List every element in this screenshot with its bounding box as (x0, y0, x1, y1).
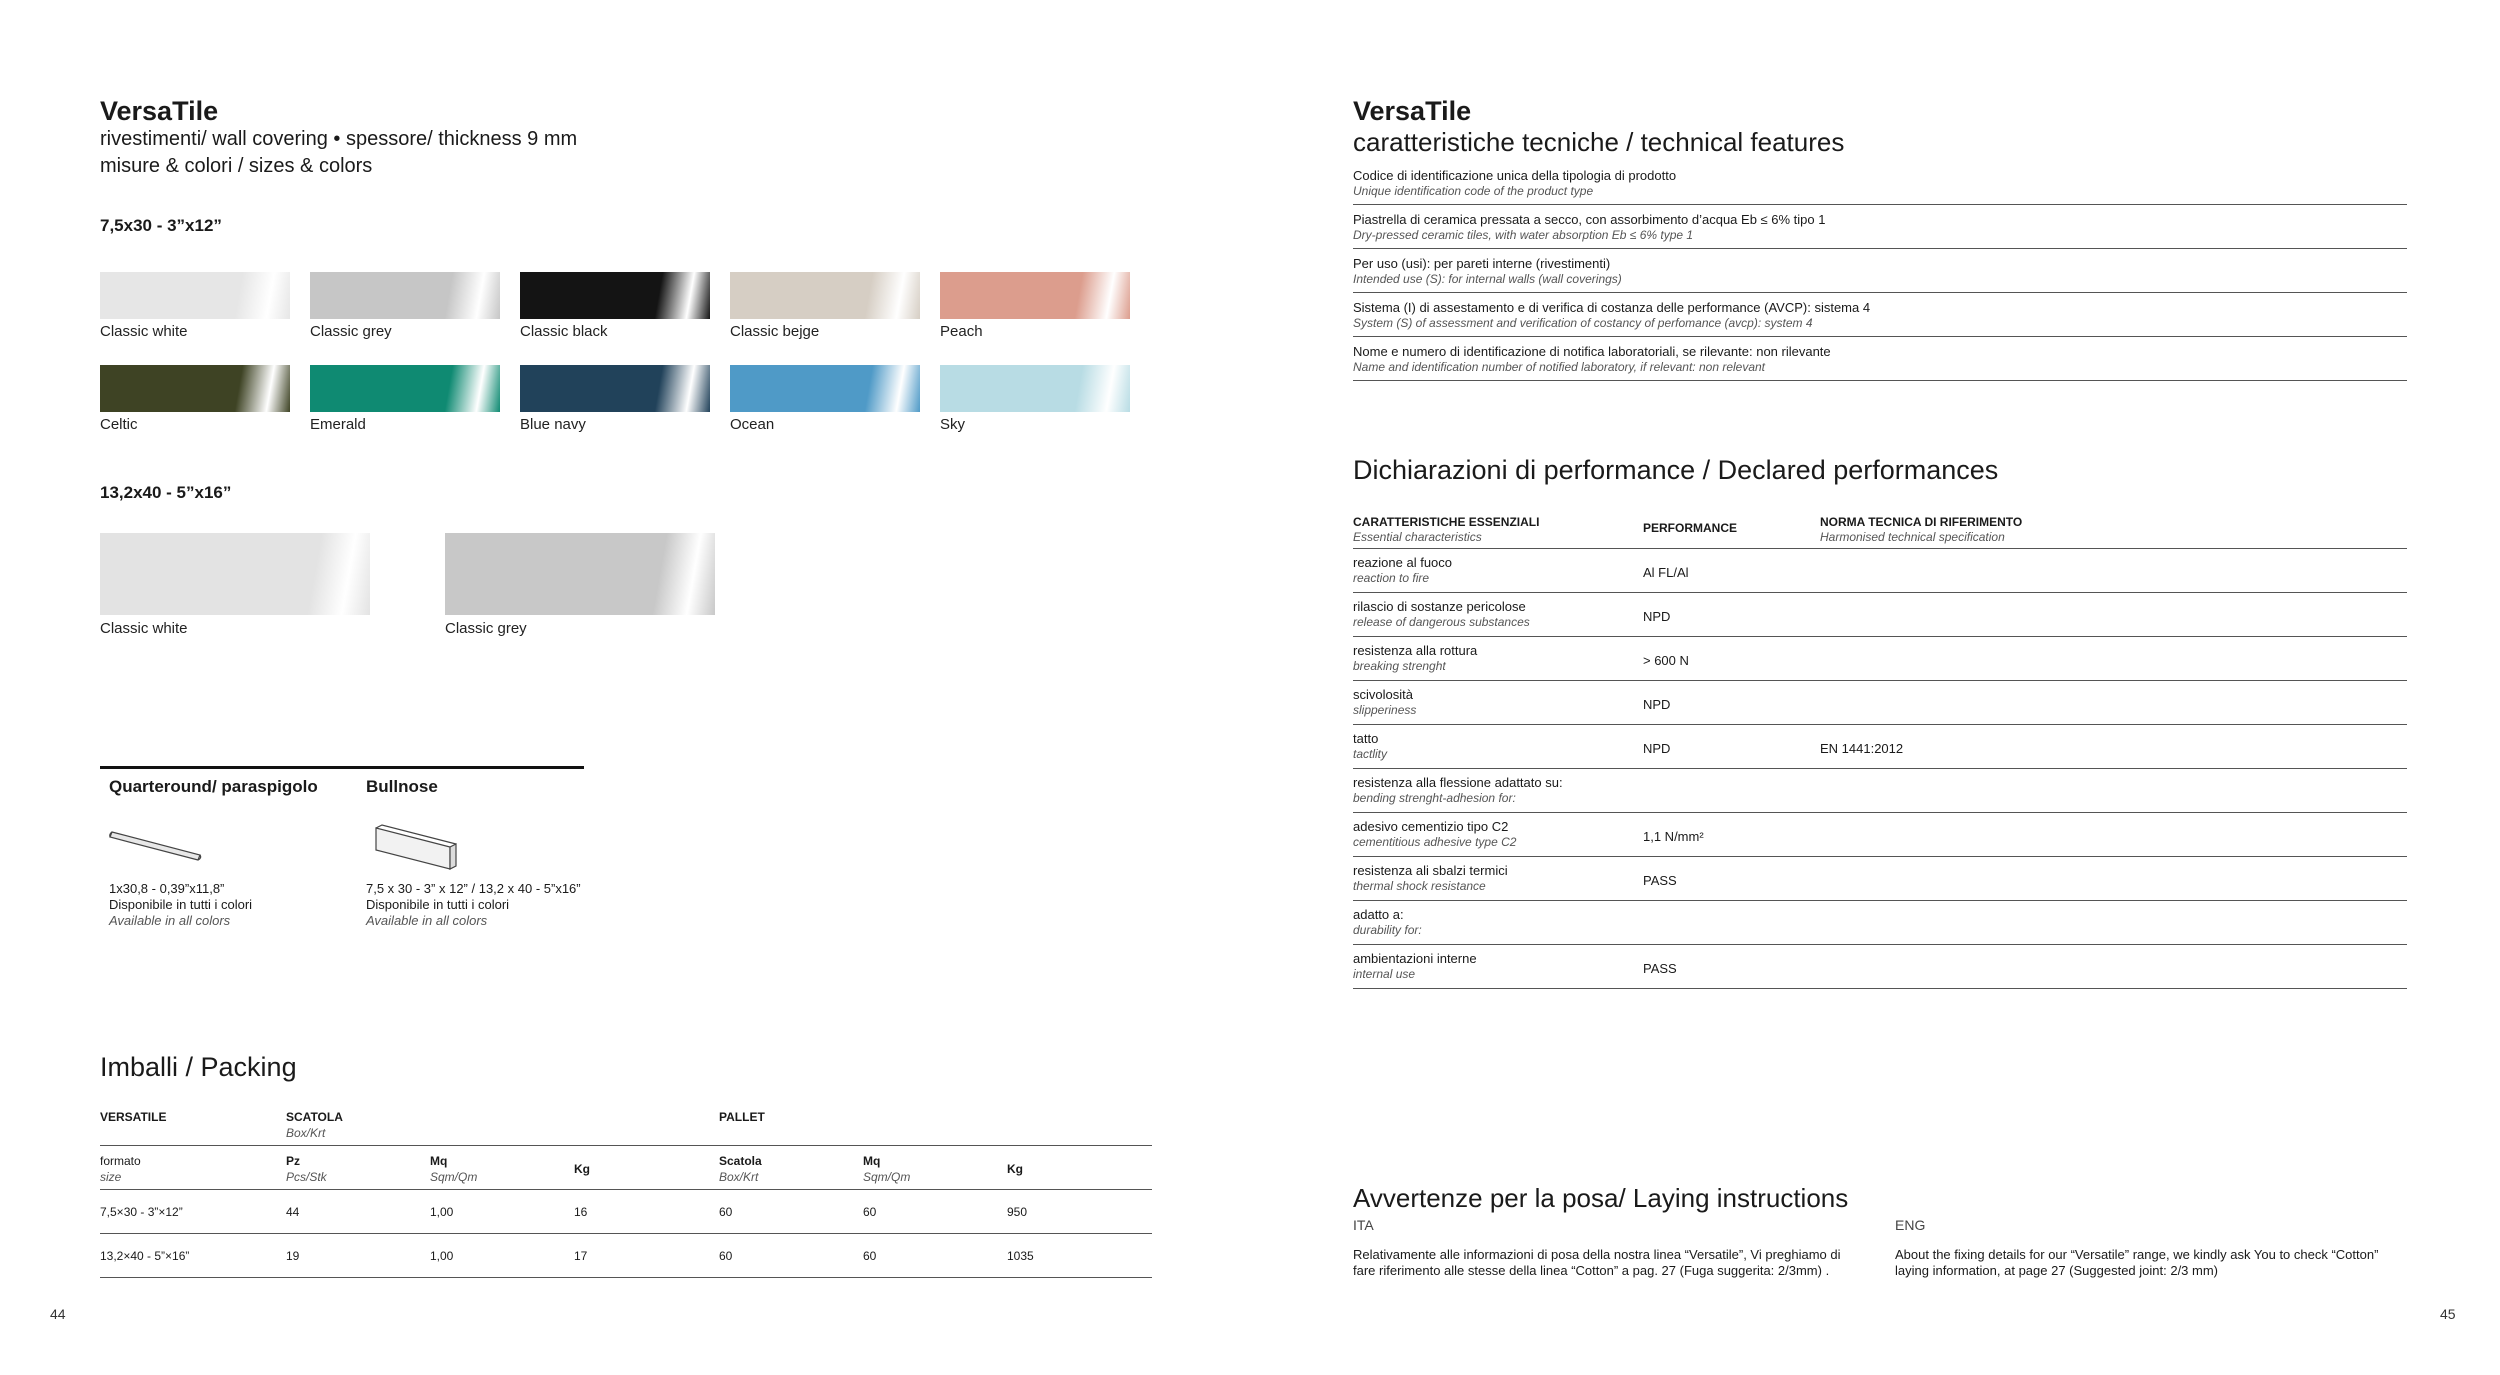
performance-row (1353, 857, 2407, 901)
perf-characteristic-it: reazione al fuoco (1353, 555, 1453, 570)
quarteround-icon (108, 826, 204, 864)
perf-value: > 600 N (1643, 653, 1689, 668)
performance-row (1353, 901, 2407, 945)
packing-cell: 60 (719, 1205, 733, 1219)
feature-it: Per uso (usi): per pareti interne (rivestimenti) (1353, 256, 1611, 271)
swatch-large-classic-white (100, 533, 370, 615)
laying-eng-line-1: About the fixing details for our “Versatile” range, we kindly ask You to check “Cotton” (1895, 1247, 2379, 1262)
performance-row (1353, 813, 2407, 857)
feature-it: Codice di identificazione unica della tipologia di prodotto (1353, 168, 1677, 183)
perf-characteristic-it: rilascio di sostanze pericolose (1353, 599, 1526, 614)
packing-col-label: Mq (430, 1154, 448, 1168)
laying-ita-label: ITA (1353, 1217, 1374, 1233)
performance-row (1353, 769, 2407, 813)
swatch-label: Emerald (310, 416, 366, 433)
bullnose-avail-en: Available in all colors (366, 913, 488, 928)
packing-col-label: Pz (286, 1154, 301, 1168)
perf-characteristic (1353, 907, 1633, 938)
swatch-label: Classic white (100, 323, 188, 340)
perf-characteristic (1353, 555, 1633, 586)
perf-characteristic (1353, 599, 1633, 630)
perf-characteristic (1353, 951, 1633, 982)
swatch-label: Blue navy (520, 416, 586, 433)
swatch-label: Ocean (730, 416, 775, 433)
packing-col-sublabel: size (100, 1170, 122, 1184)
size-label-7-5x30: 7,5x30 - 3”x12” (100, 216, 222, 235)
swatch-label: Classic bejge (730, 323, 820, 340)
packing-cell: 60 (719, 1249, 733, 1263)
perf-header-performance: PERFORMANCE (1643, 521, 1738, 535)
packing-col-header (430, 1153, 477, 1185)
packing-col-label: Mq (863, 1154, 881, 1168)
packing-col-sublabel: Sqm/Qm (863, 1170, 911, 1184)
perf-norm: EN 1441:2012 (1820, 741, 1904, 756)
perf-characteristic-it: adatto a: (1353, 907, 1404, 922)
packing-cell: 1035 (1007, 1249, 1034, 1263)
swatch-classic-white (100, 272, 290, 319)
swatch-label: Peach (940, 323, 983, 340)
packing-col-header (100, 1153, 141, 1185)
feature-row (1353, 298, 2407, 337)
packing-rule-1 (100, 1145, 1152, 1146)
packing-group-scatola-en: Box/Krt (286, 1126, 326, 1140)
laying-eng-label: ENG (1895, 1217, 1926, 1233)
packing-cell: 1,00 (430, 1249, 454, 1263)
feature-en: Name and identification number of notified laboratory, if relevant: non relevant (1353, 360, 1766, 374)
size-label-13-2x40: 13,2x40 - 5”x16” (100, 483, 232, 502)
packing-row-rule (100, 1277, 1152, 1278)
perf-value: PASS (1643, 961, 1677, 976)
packing-col-label: Kg (574, 1162, 590, 1176)
quarteround-title: Quarteround/ paraspigolo (109, 777, 318, 796)
packing-col-header (1007, 1161, 1023, 1177)
perf-value: NPD (1643, 609, 1671, 624)
swatch-sky (940, 365, 1130, 412)
perf-characteristic (1353, 863, 1633, 894)
packing-cell: 1,00 (430, 1205, 454, 1219)
packing-col-sublabel: Pcs/Stk (286, 1170, 327, 1184)
bullnose-avail-it: Disponibile in tutti i colori (366, 897, 510, 912)
brand-title: VersaTile (100, 96, 219, 126)
swatch-classic-bejge (730, 272, 920, 319)
swatch-ocean (730, 365, 920, 412)
performance-row (1353, 725, 2407, 769)
performance-row (1353, 681, 2407, 725)
tech-features-title: caratteristiche tecniche / technical features (1353, 127, 1845, 157)
swatch-emerald (310, 365, 500, 412)
subtitle-line-2: misure & colori / sizes & colors (100, 155, 373, 177)
perf-value: 1,1 N/mm² (1643, 829, 1704, 844)
packing-col-header (863, 1153, 910, 1185)
swatch-label: Classic black (520, 323, 608, 340)
packing-cell: 60 (863, 1205, 877, 1219)
perf-header-norm: NORMA TECNICA DI RIFERIMENTO (1820, 515, 2023, 529)
perf-header-characteristics-en: Essential characteristics (1353, 530, 1482, 544)
perf-characteristic-en: slipperiness (1353, 703, 1417, 717)
perf-characteristic-it: resistenza alla rottura (1353, 643, 1478, 658)
perf-characteristic-it: scivolosità (1353, 687, 1413, 702)
packing-rule-2 (100, 1189, 1152, 1190)
packing-col-label: Scatola (719, 1154, 762, 1168)
packing-col-header (574, 1161, 590, 1177)
perf-characteristic (1353, 687, 1633, 718)
perf-header-characteristics: CARATTERISTICHE ESSENZIALI (1353, 515, 1540, 529)
feature-en: Dry-pressed ceramic tiles, with water absorption Eb ≤ 6% type 1 (1353, 228, 1694, 242)
swatch-label: Classic grey (445, 620, 527, 637)
performance-title: Dichiarazioni di performance / Declared performances (1353, 455, 1999, 485)
perf-characteristic-en: thermal shock resistance (1353, 879, 1486, 893)
swatch-label: Sky (940, 416, 966, 433)
perf-characteristic-it: resistenza alla flessione adattato su: (1353, 775, 1563, 790)
packing-cell: 16 (574, 1205, 588, 1219)
bullnose-icon (370, 822, 460, 874)
packing-title: Imballi / Packing (100, 1052, 297, 1082)
laying-ita-line-1: Relativamente alle informazioni di posa della nostra linea “Versatile”, Vi preghiamo di (1353, 1247, 1841, 1262)
feature-it: Sistema (I) di assestamento e di verifica di costanza delle performance (AVCP): sistema 4 (1353, 300, 1871, 315)
feature-en: System (S) of assessment and verification of costancy of perfomance (avcp): system 4 (1353, 316, 1813, 330)
performance-row (1353, 945, 2407, 989)
performance-header-row (1353, 510, 2407, 549)
perf-characteristic (1353, 819, 1633, 850)
perf-value: NPD (1643, 697, 1671, 712)
packing-cell: 44 (286, 1205, 300, 1219)
quarteround-avail-it: Disponibile in tutti i colori (109, 897, 253, 912)
packing-group-pallet: PALLET (719, 1110, 765, 1124)
perf-characteristic-it: resistenza ali sbalzi termici (1353, 863, 1508, 878)
swatch-classic-black (520, 272, 710, 319)
feature-it: Piastrella di ceramica pressata a secco, con assorbimento d’acqua Eb ≤ 6% tipo 1 (1353, 212, 1826, 227)
feature-row (1353, 254, 2407, 293)
swatch-classic-grey (310, 272, 500, 319)
packing-row-rule (100, 1233, 1152, 1234)
perf-characteristic-en: reaction to fire (1353, 571, 1430, 585)
subtitle-line-1: rivestimenti/ wall covering • spessore/ thickness 9 mm (100, 128, 578, 150)
packing-group-versatile: VERSATILE (100, 1110, 167, 1124)
performance-row (1353, 549, 2407, 593)
packing-col-label: Kg (1007, 1162, 1023, 1176)
packing-col-header (719, 1153, 762, 1185)
perf-characteristic (1353, 643, 1633, 674)
perf-characteristic (1353, 731, 1633, 762)
packing-cell: 7,5×30 - 3”×12” (100, 1205, 183, 1219)
page-number-right: 45 (2440, 1306, 2456, 1322)
perf-characteristic-it: adesivo cementizio tipo C2 (1353, 819, 1509, 834)
perf-characteristic-en: cementitious adhesive type C2 (1353, 835, 1517, 849)
perf-characteristic-it: tatto (1353, 731, 1379, 746)
perf-value: Al FL/Al (1643, 565, 1689, 580)
laying-eng-line-2: laying information, at page 27 (Suggested joint: 2/3 mm) (1895, 1263, 2219, 1278)
feature-row (1353, 210, 2407, 249)
brand-title-right: VersaTile (1353, 96, 1472, 126)
quarteround-avail-en: Available in all colors (109, 913, 231, 928)
page-number-left: 44 (50, 1306, 66, 1322)
packing-cell: 950 (1007, 1205, 1028, 1219)
perf-value: NPD (1643, 741, 1671, 756)
perf-characteristic-en: release of dangerous substances (1353, 615, 1530, 629)
laying-ita-line-2: fare riferimento alle stesse della linea “Cotton” a pag. 27 (Fuga suggerita: 2/3mm) . (1353, 1263, 1830, 1278)
feature-en: Intended use (S): for internal walls (wall coverings) (1353, 272, 1622, 286)
packing-cell: 13,2×40 - 5”×16” (100, 1249, 190, 1263)
packing-col-sublabel: Box/Krt (719, 1170, 759, 1184)
packing-cell: 19 (286, 1249, 300, 1263)
bullnose-size: 7,5 x 30 - 3” x 12” / 13,2 x 40 - 5”x16” (366, 881, 581, 896)
quarteround-size: 1x30,8 - 0,39”x11,8” (109, 881, 225, 896)
swatch-celtic (100, 365, 290, 412)
bullnose-title: Bullnose (366, 777, 438, 796)
perf-characteristic-en: bending strenght-adhesion for: (1353, 791, 1516, 805)
packing-cell: 60 (863, 1249, 877, 1263)
perf-characteristic-it: ambientazioni interne (1353, 951, 1477, 966)
swatch-large-classic-grey (445, 533, 715, 615)
feature-en: Unique identification code of the product type (1353, 184, 1594, 198)
packing-col-sublabel: Sqm/Qm (430, 1170, 478, 1184)
swatch-peach (940, 272, 1130, 319)
perf-characteristic-en: breaking strenght (1353, 659, 1446, 673)
packing-group-scatola: SCATOLA (286, 1110, 343, 1124)
perf-characteristic-en: durability for: (1353, 923, 1422, 937)
swatch-label: Classic white (100, 620, 188, 637)
swatch-label: Celtic (100, 416, 138, 433)
packing-cell: 17 (574, 1249, 588, 1263)
perf-characteristic-en: internal use (1353, 967, 1416, 981)
perf-characteristic (1353, 775, 1633, 806)
trims-divider (100, 766, 584, 769)
performance-row (1353, 593, 2407, 637)
laying-title: Avvertenze per la posa/ Laying instructions (1353, 1183, 1849, 1213)
feature-it: Nome e numero di identificazione di notifica laboratoriali, se rilevante: non rilevante (1353, 344, 1831, 359)
packing-col-header (286, 1153, 327, 1185)
feature-row (1353, 342, 2407, 381)
perf-header-norm-en: Harmonised technical specification (1820, 530, 2005, 544)
swatch-blue-navy (520, 365, 710, 412)
perf-value: PASS (1643, 873, 1677, 888)
swatch-label: Classic grey (310, 323, 392, 340)
feature-row (1353, 166, 2407, 205)
perf-characteristic-en: tactlity (1353, 747, 1388, 761)
packing-col-label: formato (100, 1154, 141, 1168)
performance-row (1353, 637, 2407, 681)
